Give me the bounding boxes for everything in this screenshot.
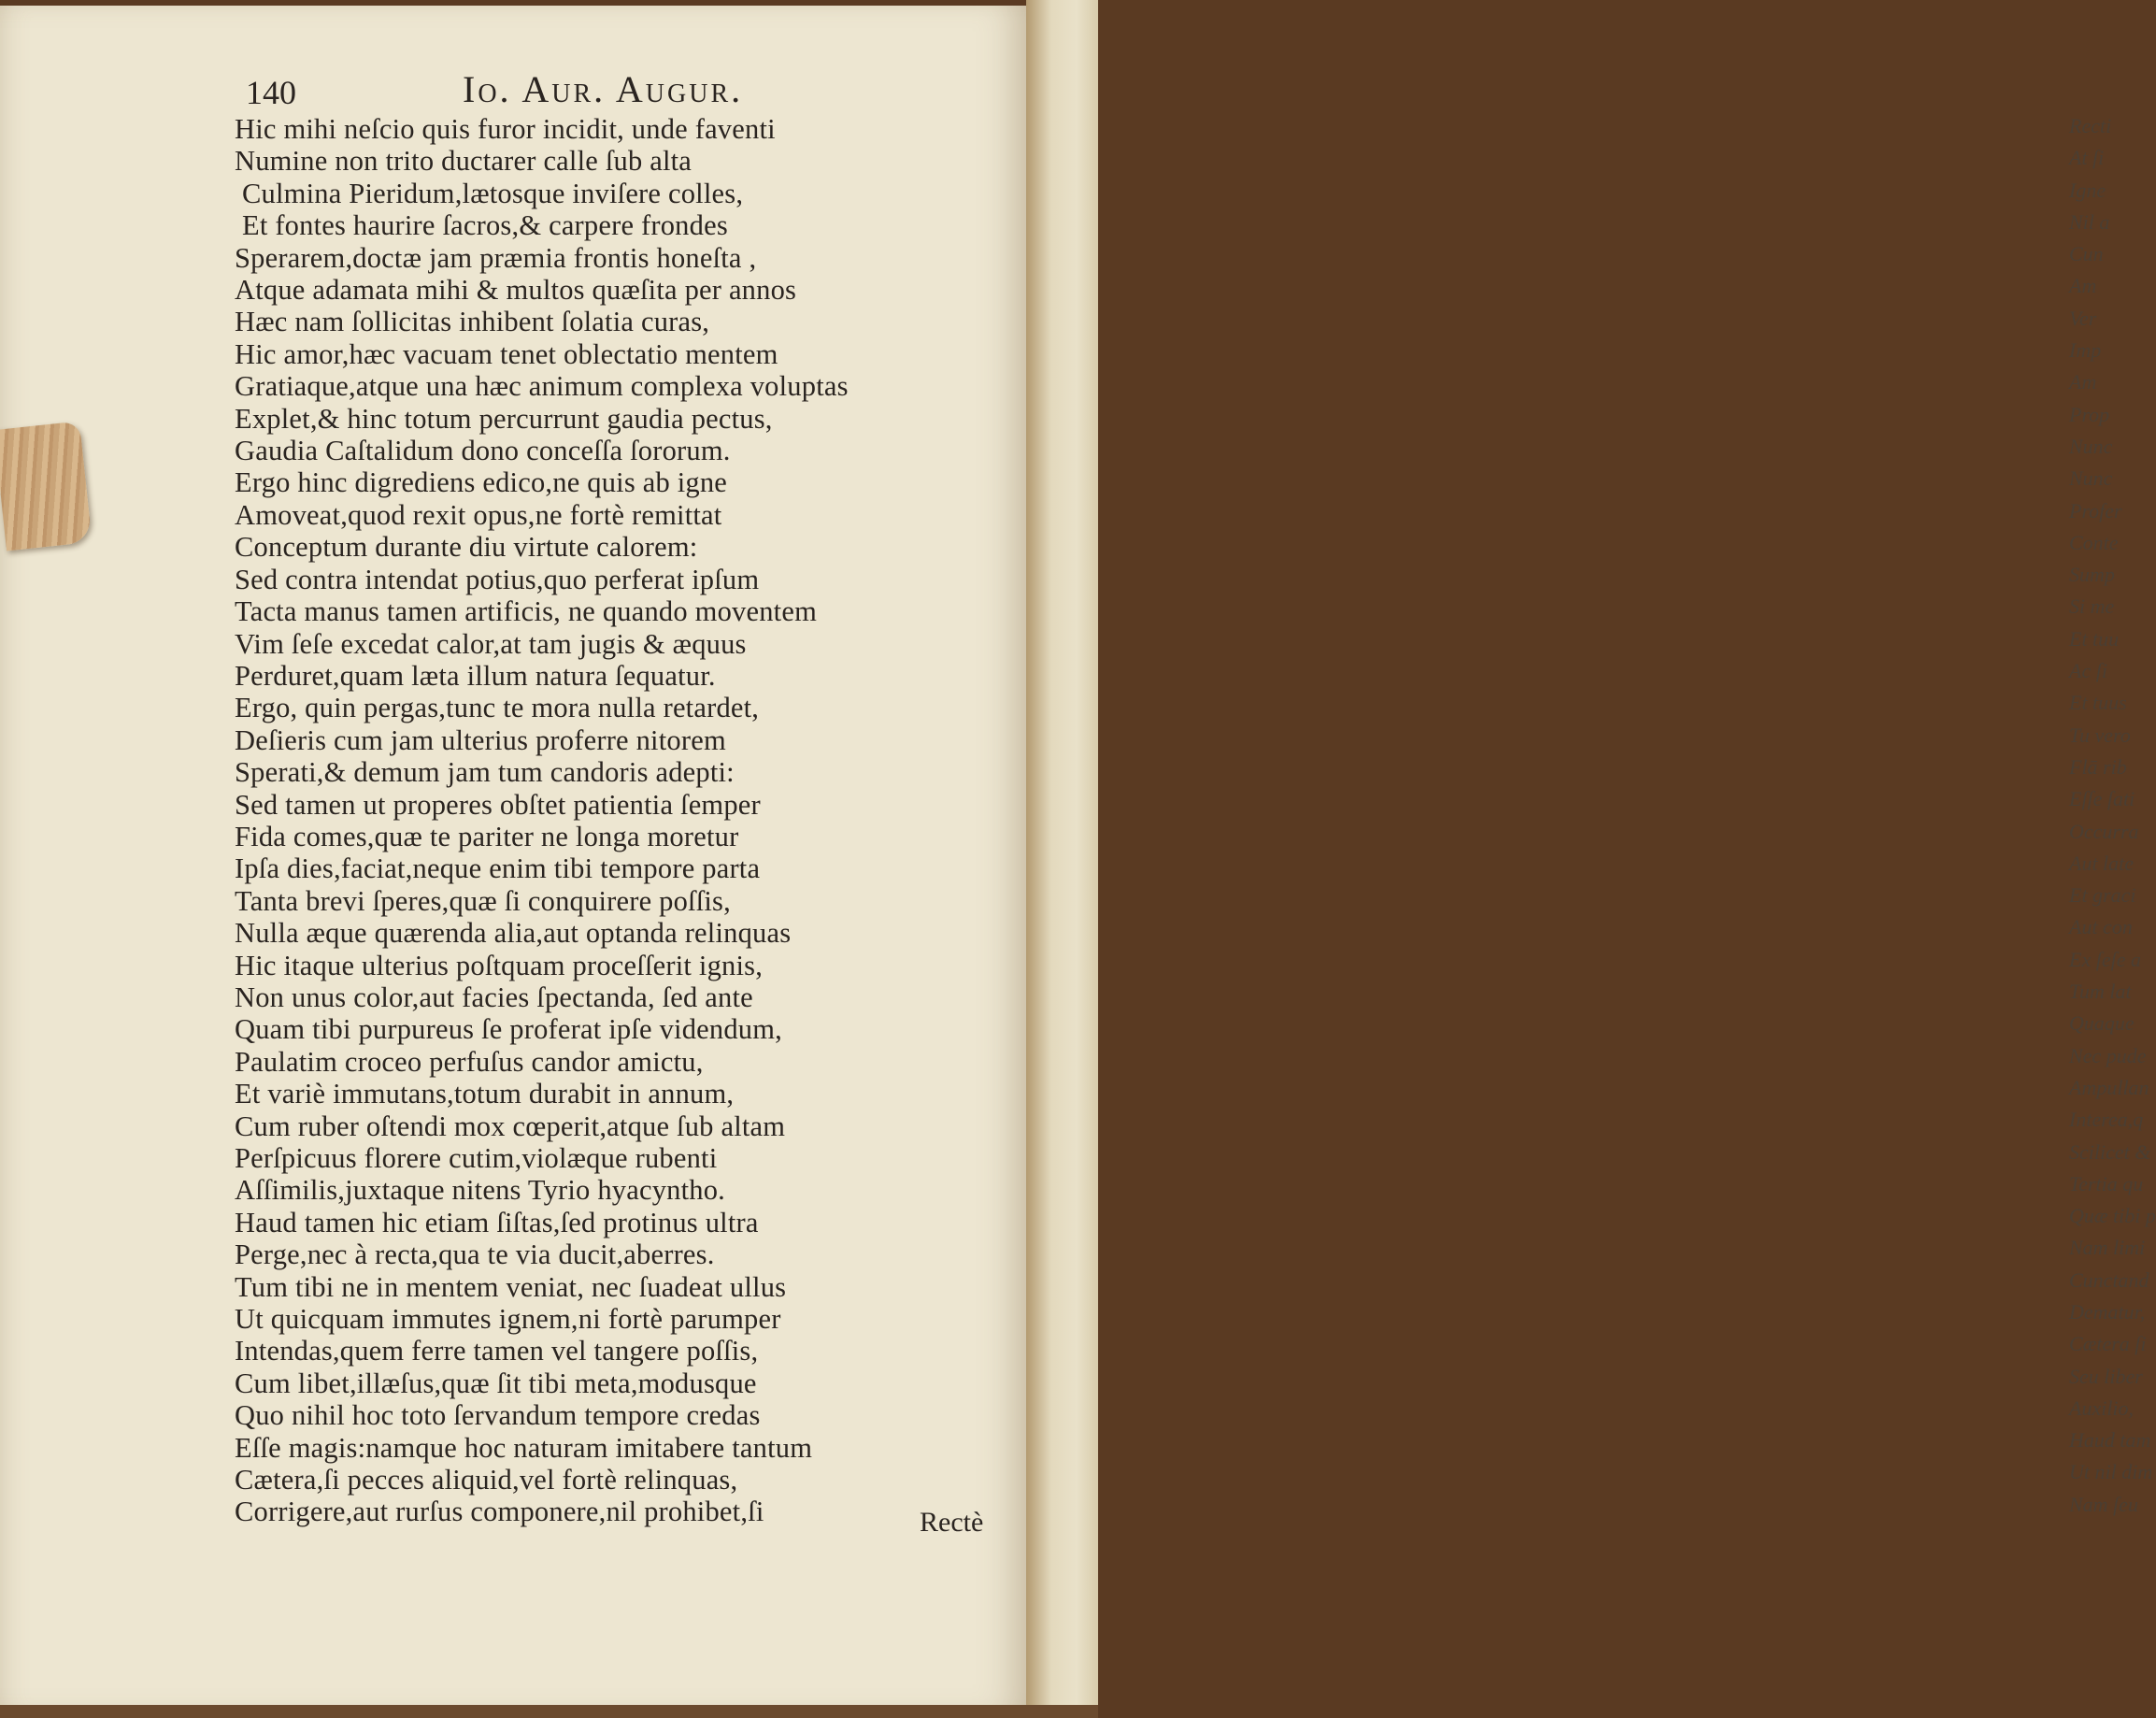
facing-line-fragment: Et tuus [2069,691,2127,715]
facing-line-fragment: Cætera ſi [2069,1332,2147,1356]
page-number: 140 [246,74,296,111]
verse-line: Fida comes,quæ te pariter ne longa moretur [235,820,739,852]
verse-line: Tum tibi ne in mentem veniat, nec ſuadeat ullus [235,1270,787,1303]
facing-line-fragment: Am [2069,274,2097,298]
verse-line: Perge,nec à recta,qua te via ducit,aberres. [235,1238,715,1271]
facing-line-fragment: Auxilio, [2069,1396,2135,1420]
facing-line-fragment: Flā rib [2069,754,2127,779]
facing-line-fragment: Nunc [2069,434,2113,458]
facing-line-fragment: Imp [2069,338,2102,363]
verse-line: Sperati,& demum jam tum candoris adepti: [235,756,735,789]
facing-line-fragment: Nam limi [2069,1236,2146,1260]
running-head: Io. Aur. Augur. [463,68,744,110]
verse-line: Quam tibi purpureus ſe proferat ipſe videndum, [235,1013,783,1046]
facing-line-fragment: Aut late [2069,851,2135,875]
facing-line-fragment: Tum lat [2069,980,2132,1004]
facing-line-fragment: Conte [2069,530,2119,554]
verse-line: Hæc nam ſollicitas inhibent ſolatia curas, [235,306,710,338]
facing-line-fragment: Nil a [2069,209,2110,234]
facing-line-fragment: Ampullan [2069,1075,2149,1099]
facing-line-fragment: Cunctand [2069,1267,2149,1292]
verse-line: Numine non trito ductarer calle ſub alta [235,145,692,178]
facing-line-fragment: Ver [2069,306,2097,330]
facing-line-fragment: Profer [2069,498,2122,523]
verse-line: Sed tamen ut properes obſtet patientia ſemper [235,788,761,821]
facing-line-fragment: Tu vero [2069,723,2131,747]
facing-line-fragment: Quæ tibi p [2069,1204,2156,1228]
verse-line: Haud tamen hic etiam ſiſtas,ſed protinus ultra [235,1206,759,1238]
verse-line: Nulla æque quærenda alia,aut optanda relinquas [235,917,792,950]
verse-line: Gratiaque,atque una hæc animum complexa voluptas [235,370,849,403]
verse-line: Conceptum durante diu virtute calorem: [235,531,698,564]
verse-line: Et variè immutans,totum durabit in annum, [235,1078,735,1110]
verse-line: Gaudia Caſtalidum dono conceſſa ſororum. [235,435,731,467]
facing-line-fragment: Am [2069,370,2097,394]
facing-line-fragment: Ex ſeſe a [2069,947,2141,971]
bookmark-strip [0,422,93,551]
verse-line: Sed contra intendat potius,quo perferat ipſum [235,563,760,595]
verse-line: Aſſimilis,juxtaque nitens Tyrio hyacyntho. [235,1174,725,1207]
facing-page-text [2069,110,2156,1521]
facing-line-fragment: Nec pude [2069,1043,2147,1067]
verse-line: Hic amor,hæc vacuam tenet oblectatio mentem [235,337,778,370]
facing-line-fragment: Nam ſeu [2069,1492,2138,1516]
verse-line: Intendas,quem ferre tamen vel tangere poſſis, [235,1335,759,1367]
verse-line: Tacta manus tamen artificis, ne quando moventem [235,595,817,628]
verse-line: Culmina Pieridum,lætosque inviſere colles, [242,177,744,209]
catchword: Rectè [920,1507,984,1538]
facing-line-fragment: Quaque [2069,1011,2135,1036]
verse-line: Eſſe magis:namque hoc naturam imitabere tantum [235,1431,813,1464]
verse-line: Atque adamata mihi & multos quæſita per annos [235,274,797,307]
facing-line-fragment: Dematur, [2069,1299,2146,1324]
verse-line: Ergo hinc digrediens edico,ne quis ab igne [235,466,728,499]
binding-edge [0,1705,1098,1718]
verse-line: Sperarem,doctæ jam præmia frontis honeſta , [235,241,757,274]
verse-line: Perſpicuus florere cutim,violæque rubenti [235,1142,718,1174]
facing-line-fragment: Nunc [2069,466,2113,491]
facing-page-edge [1026,0,2156,1718]
facing-line-fragment: Aut con [2069,915,2133,939]
facing-line-fragment: Occurra [2069,819,2139,843]
facing-line-fragment: Recti [2069,114,2112,137]
verse-line: Paulatim croceo perfuſus candor amictu, [235,1045,704,1078]
verse-line: Hic mihi neſcio quis furor incidit, unde faventi [235,113,776,145]
verse-line: Vim ſeſe excedat calor,at tam jugis & æquus [235,627,747,660]
facing-line-fragment: Scilicet & [2069,1139,2151,1164]
verse-text [235,113,907,1528]
verse-line: Et fontes haurire ſacros,& carpere frondes [242,209,728,242]
facing-line-fragment: Cun [2069,242,2104,266]
facing-line-fragment: Si me [2069,594,2115,619]
facing-line-fragment: At ſi [2069,146,2105,170]
facing-line-fragment: Sump [2069,563,2115,587]
facing-line-fragment: Interea,q [2069,1108,2144,1132]
verse-line: Quo nihil hoc toto ſervandum tempore credas [235,1399,761,1432]
facing-line-fragment: Eſſe ſati [2069,787,2135,811]
verse-line: Non unus color,aut facies ſpectanda, ſed ante [235,981,753,1013]
verse-line: Corrigere,aut rurſus componere,nil prohibet,ſi [235,1496,764,1528]
facing-line-fragment: Ut nil dim [2069,1460,2153,1484]
verse-line: Deſieris cum jam ulterius proferre nitorem [235,723,726,756]
facing-line-fragment: Igne [2069,178,2106,202]
verse-line: Cum ruber oſtendi mox cœperit,atque ſub altam [235,1110,786,1142]
verse-line: Ipſa dies,faciat,neque enim tibi tempore parta [235,852,761,885]
facing-line-fragment: Haud tam [2069,1428,2151,1453]
facing-line-fragment: Et graci [2069,883,2136,908]
facing-line-fragment: Seu liber [2069,1364,2143,1388]
facing-line-fragment: Ac ſi [2069,659,2107,683]
facing-line-fragment: Prop [2069,402,2110,426]
verse-line: Amoveat,quod rexit opus,ne fortè remittat [235,498,722,531]
verse-line: Perduret,quam læta illum natura ſequatur. [235,659,716,692]
verse-line: Cum libet,illæſus,quæ ſit tibi meta,modusque [235,1367,757,1399]
verse-line: Ergo, quin pergas,tunc te mora nulla retardet, [235,692,760,724]
facing-line-fragment: Et tuu [2069,626,2120,651]
verse-line: Ut quicquam immutes ignem,ni fortè parumper [235,1303,781,1336]
facing-line-fragment: Tertia qu [2069,1171,2144,1195]
verse-line: Explet,& hinc totum percurrunt gaudia pectus, [235,402,773,435]
verse-line: Cætera,ſi pecces aliquid,vel fortè relinquas, [235,1464,738,1496]
verse-line: Tanta brevi ſperes,quæ ſi conquirere poſſis, [235,884,731,917]
verse-line: Hic itaque ulterius poſtquam proceſſerit ignis, [235,949,764,981]
page-header [246,67,919,114]
